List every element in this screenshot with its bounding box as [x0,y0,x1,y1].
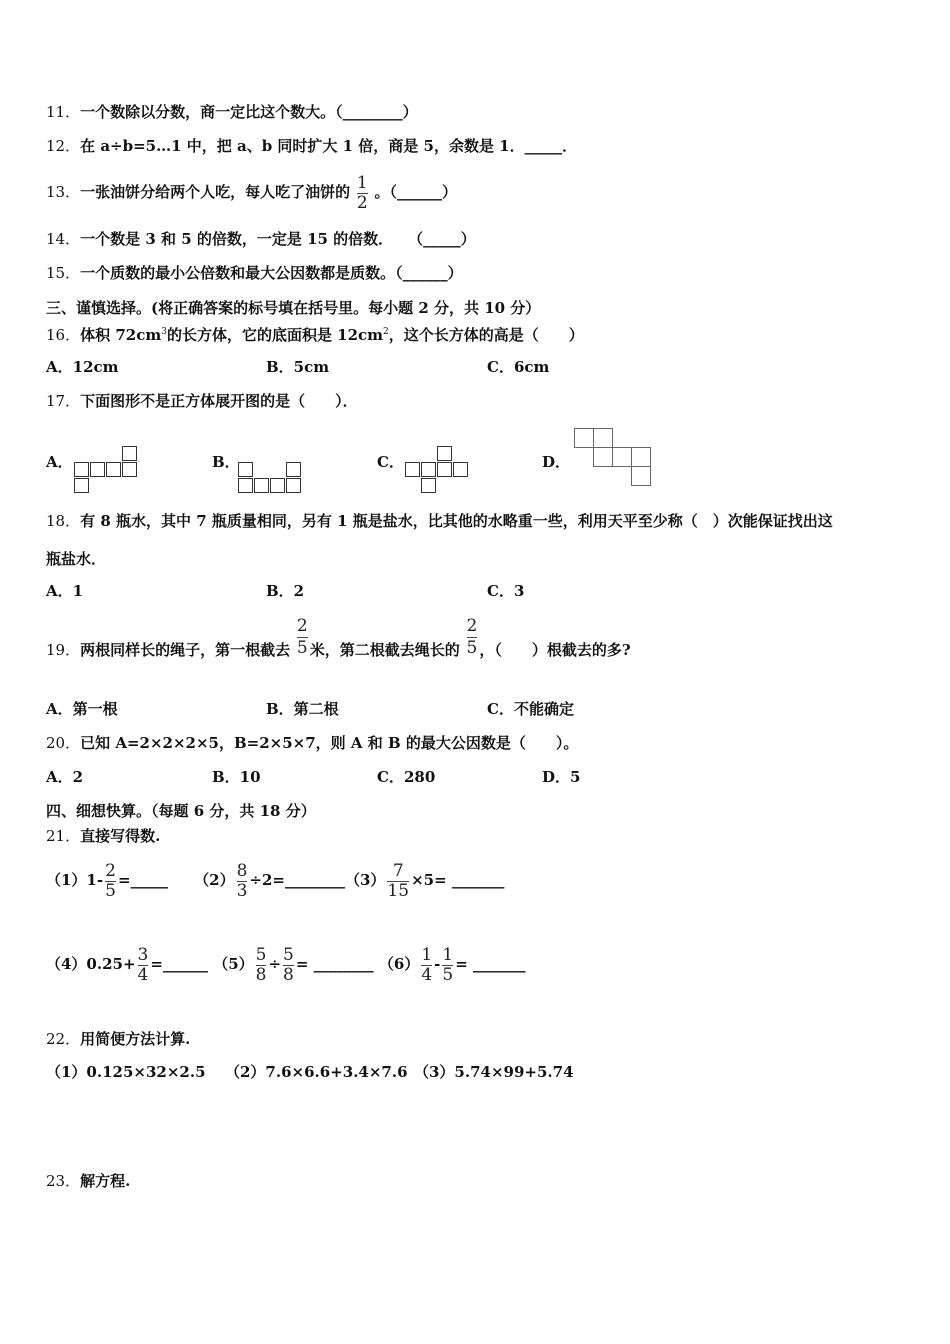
fraction: $\frac{8}{3}$ [236,860,248,901]
question-text: 一张油饼分给两个人吃，每人吃了油饼的 [80,183,351,201]
question-text: 解方程. [80,1172,131,1190]
option-d: D．5 [542,768,581,786]
fraction: $\frac{5}{8}$ [283,944,294,985]
question-number: 21． [46,827,81,845]
question-text: 一个质数的最小公倍数和最大公因数都是质数。（______） [80,264,463,282]
question-number: 16． [46,326,81,344]
answer-blank: 。（______） [374,183,458,201]
question-22 [46,1029,190,1049]
fraction: $\frac{3}{4}$ [137,944,149,985]
question-number: 11． [46,103,81,121]
fraction: $\frac{2}{5}$ [466,616,478,658]
fraction: $\frac{7}{15}$ [387,860,410,901]
option-b: B． [212,453,240,471]
option-c: C．6cm [487,358,550,376]
question-text: 下面图形不是正方体展开图的是（ ）． [80,392,358,410]
calc-row-2: （4）0.25+ $\frac{3}{4}$ =______ （5） $\frac{5}{8}$ ÷ $\frac{5}{8}$ = ________ （6） $\frac{1}{4}$ - $\frac{1}{5}$ = _______ [46,944,526,985]
question-number: 19． [46,641,81,659]
question-number: 17． [46,392,81,410]
option-a: A． [46,453,73,471]
question-number: 23． [46,1172,81,1190]
question-text: 直接写得数. [80,827,161,845]
question-21 [46,826,160,846]
calc-item-3: （3）5.74×99+5.74 [414,1063,574,1081]
option-a: A．第一根 [46,700,118,718]
cube-net-a [74,446,138,494]
question-14 [46,229,476,249]
question-18 [46,511,833,531]
option-c: C．280 [377,768,436,786]
fraction: $\frac{1}{5}$ [442,944,454,985]
question-text: 用简便方法计算. [80,1030,191,1048]
option-a: A．12cm [46,358,119,376]
option-c: C．不能确定 [487,700,574,718]
option-b: B．2 [266,582,305,600]
question-15 [46,263,463,283]
question-20 [46,733,578,753]
question-text: 有 8 瓶水，其中 7 瓶质量相同，另有 1 瓶是盐水，比其他的水略重一些，利用天平至少称（ ）次能保证找出这 [80,512,833,530]
calc-row-1: （1）1- $\frac{2}{5}$ =_____ （2） $\frac{8}{3}$ ÷2=________（3） $\frac{7}{15}$ ×5= _______ [46,860,505,901]
cube-net-c [405,446,469,494]
question-number: 13． [46,183,81,201]
question-text: 一个数除以分数，商一定比这个数大。（________） [80,103,418,121]
option-b: B．10 [212,768,261,786]
question-16: 16．体积 $72cm^3$的长方体，它的底面积是 $12cm^2$，这个长方体的高是（ ） [46,326,584,344]
option-b: B．5cm [266,358,330,376]
question-number: 12． [46,137,81,155]
question-12 [46,136,577,156]
section-4-heading: 四、细想快算。（每题 6 分，共 18 分） [46,802,316,820]
question-number: 14． [46,230,81,248]
option-b: B．第二根 [266,700,339,718]
question-text: 已知 A=2×2×2×5，B=2×5×7，则 A 和 B 的最大公因数是（ ）。 [80,734,579,752]
option-c: C． [377,453,404,471]
option-a: A．1 [46,582,84,600]
question-23 [46,1171,130,1191]
option-d: D． [542,453,571,471]
calc-item-1: （1）0.125×32×2.5 [46,1063,206,1081]
question-number: 20． [46,734,81,752]
fraction: $\frac{5}{8}$ [255,944,267,985]
option-a: A．2 [46,768,84,786]
fraction: $\frac{1}{4}$ [421,944,433,985]
fraction: $\frac{2}{5}$ [296,616,308,658]
question-11 [46,102,418,122]
question-text: 一个数是 3 和 5 的倍数，一定是 15 的倍数． （_____） [80,230,476,248]
cube-net-d [574,428,654,490]
cube-net-b [238,462,302,494]
fraction: $\frac{1}{2}$ [356,172,368,213]
calc-item-2: （2）7.6×6.6+3.4×7.6 [225,1063,408,1081]
question-number: 22． [46,1030,81,1048]
fraction: $\frac{2}{5}$ [105,860,116,901]
question-13 [46,170,457,214]
question-17 [46,391,358,411]
option-c: C．3 [487,582,525,600]
question-text: 在 a÷b=5…1 中，把 a、b 同时扩大 1 倍，商是 5，余数是 1．_____． [80,137,578,155]
section-3-heading: 三、谨慎选择。(将正确答案的标号填在括号里。每小题 2 分，共 10 分） [46,299,541,317]
question-number: 18． [46,512,81,530]
question-number: 15． [46,264,81,282]
question-19: 19．两根同样长的绳子，第一根截去 $\frac{2}{5}$ 米，第二根截去绳长的 $\frac{2}{5}$ ，（ ）根截去的多? [46,616,631,659]
question-18-continued: 瓶盐水． [46,550,107,568]
